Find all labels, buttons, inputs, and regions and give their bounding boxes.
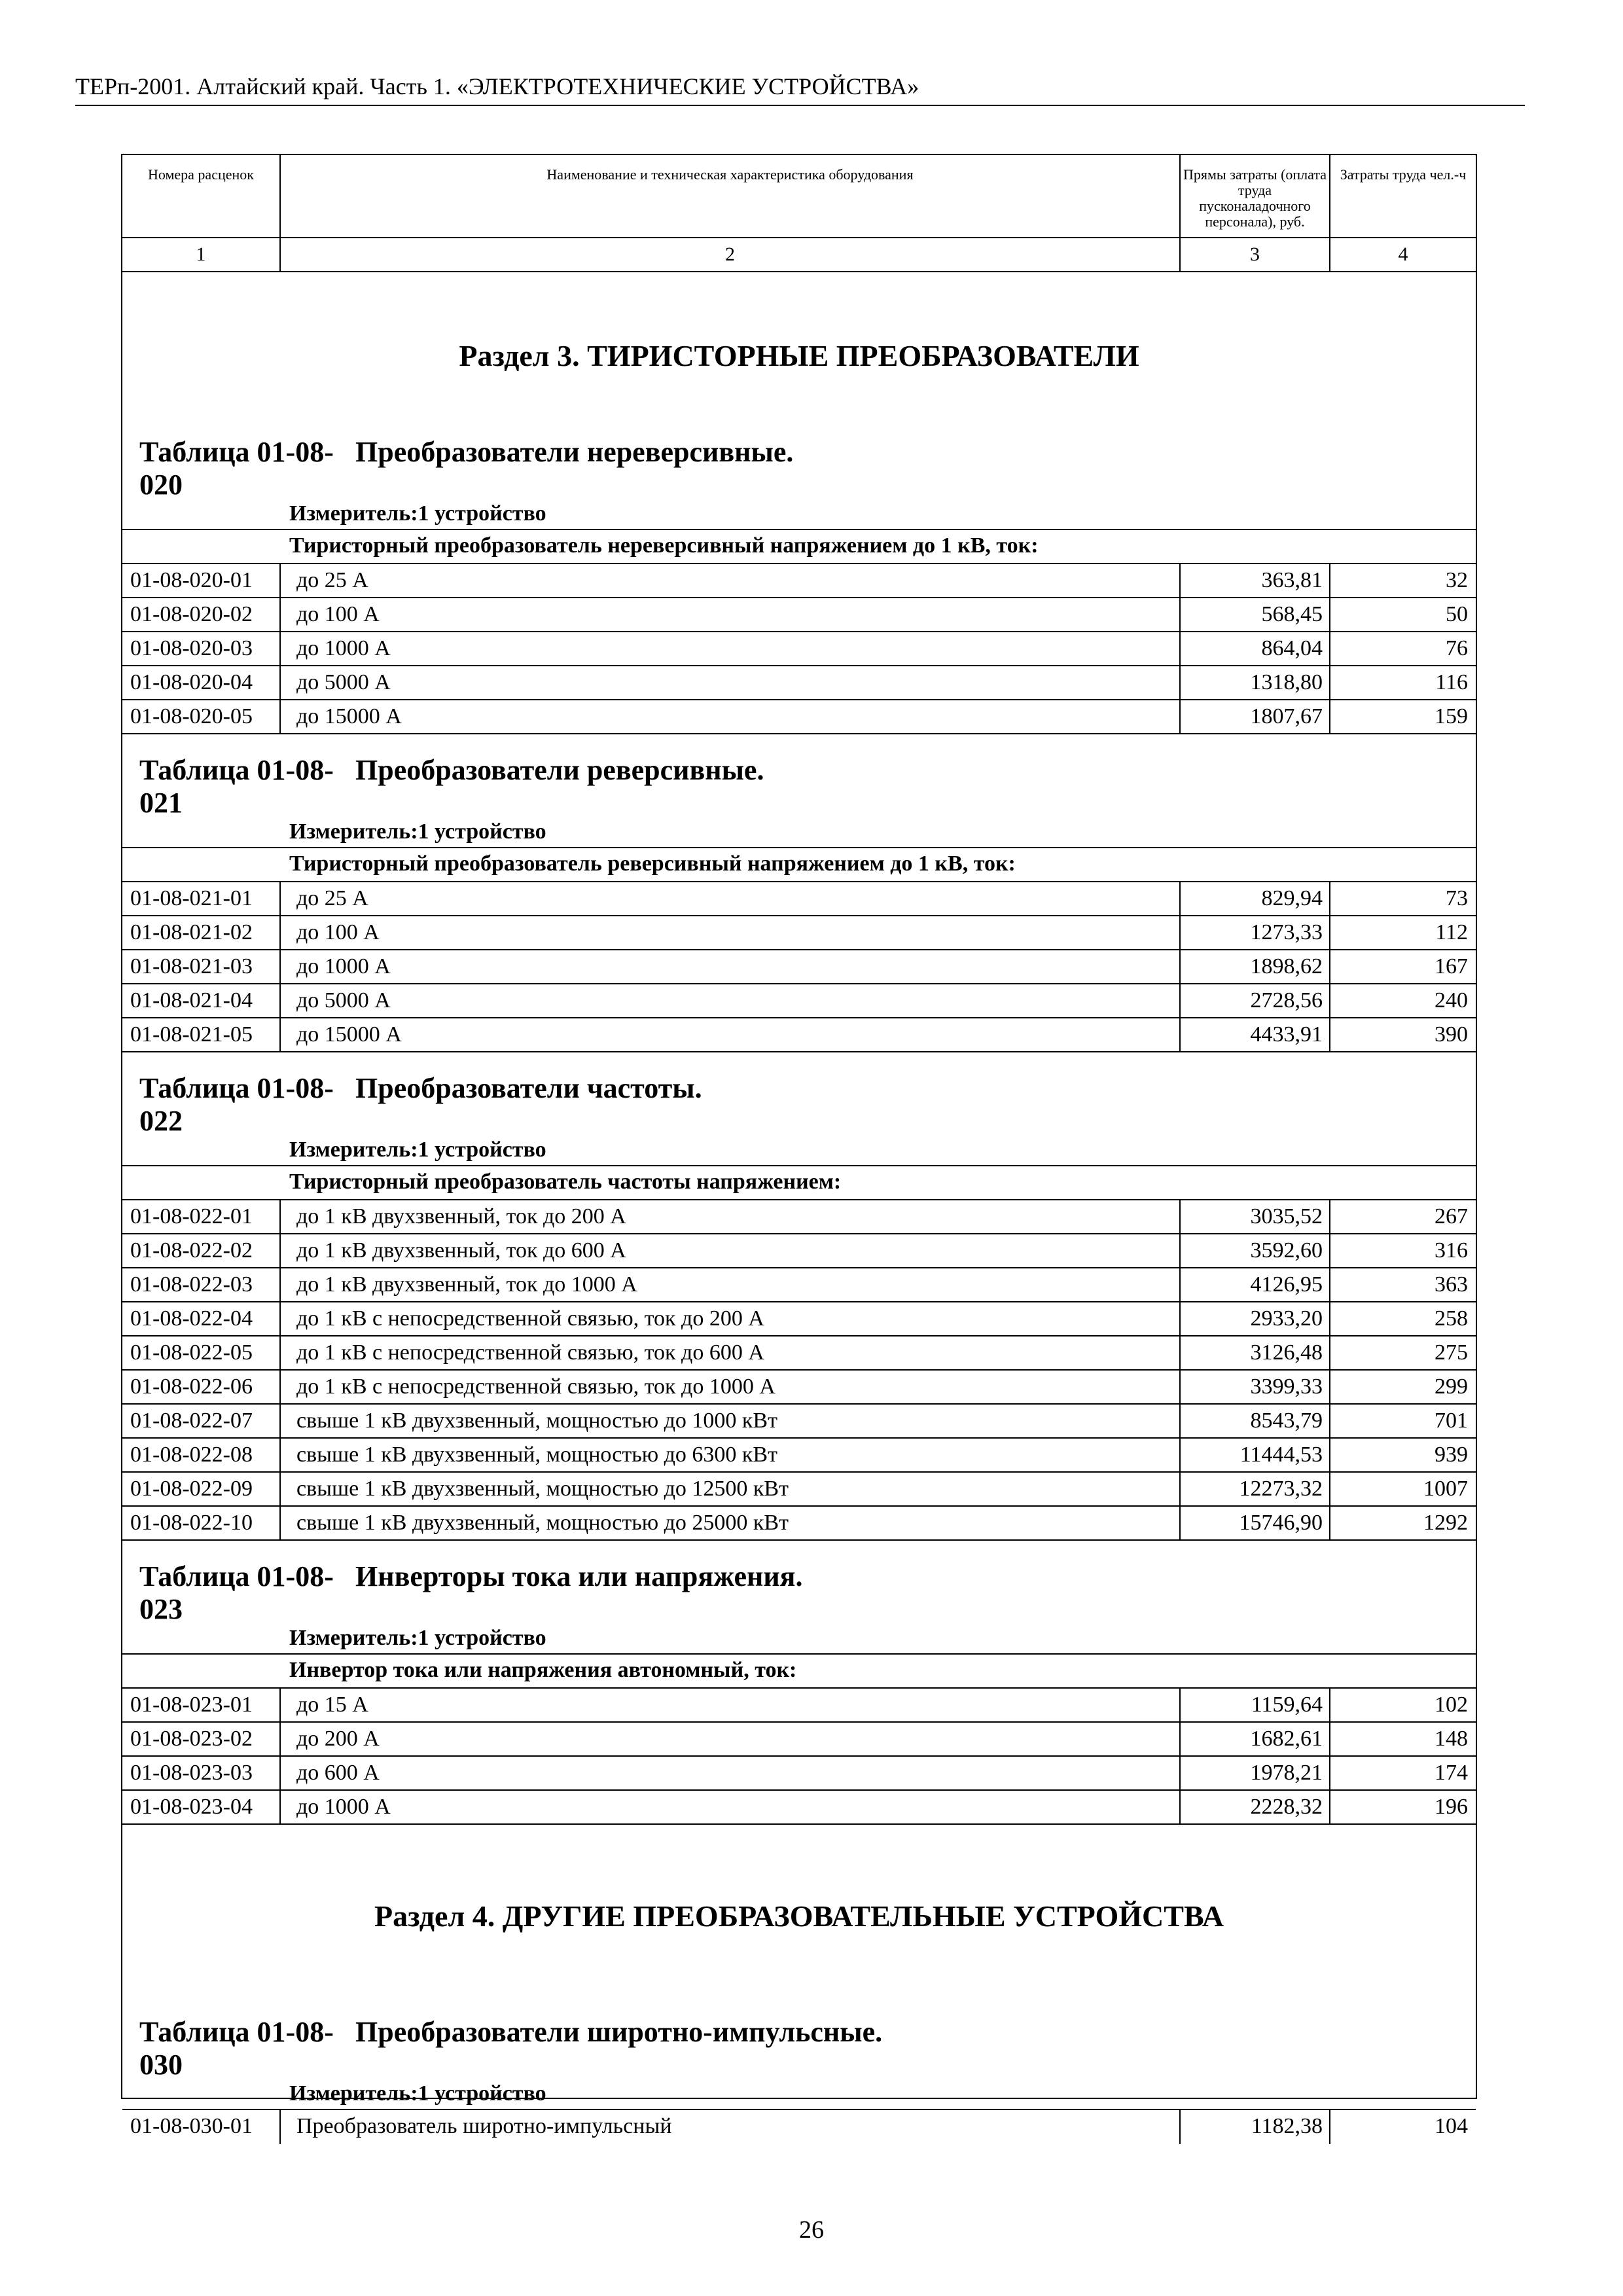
- table-row: [122, 1336, 1476, 1371]
- row-description: до 1 кВ с непосредственной связью, ток до 1000 А: [281, 1371, 1181, 1403]
- row-code: 01-08-030-01: [122, 2110, 281, 2144]
- table-row: [122, 882, 1476, 916]
- col-header-description: Наименование и техническая характеристика оборудования: [281, 155, 1181, 237]
- row-code: 01-08-020-04: [122, 666, 281, 699]
- row-labor: 116: [1435, 670, 1468, 694]
- col-number: 4: [1398, 243, 1408, 265]
- section3-tables: [122, 436, 1476, 1825]
- row-labor: 267: [1435, 1204, 1468, 1229]
- row-labor: 104: [1435, 2114, 1468, 2138]
- section-title: Раздел 3. ТИРИСТОРНЫЕ ПРЕОБРАЗОВАТЕЛИ: [459, 339, 1139, 372]
- table-gap: [122, 1541, 1476, 1560]
- table-number: Таблица 01-08-021: [139, 754, 334, 819]
- table-row: [122, 1757, 1476, 1791]
- page-header: ТЕРп-2001. Алтайский край. Часть 1. «ЭЛЕКТРОТЕХНИЧЕСКИЕ УСТРОЙСТВА»: [75, 73, 919, 99]
- row-labor: 50: [1446, 602, 1468, 626]
- row-cost: 568,45: [1181, 598, 1330, 631]
- table-row: [122, 1371, 1476, 1405]
- table-row: [122, 1439, 1476, 1473]
- row-labor: 939: [1435, 1443, 1468, 1467]
- row-cost: 3126,48: [1181, 1336, 1330, 1369]
- row-code: 01-08-022-01: [122, 1200, 281, 1233]
- row-labor: 275: [1435, 1340, 1468, 1365]
- table-number: Таблица 01-08-023: [139, 1560, 334, 1625]
- row-description: до 1 кВ двухзвенный, ток до 600 А: [281, 1234, 1181, 1267]
- col-number: 1: [122, 238, 281, 271]
- table-row: [122, 916, 1476, 950]
- row-cost: 1182,38: [1181, 2110, 1330, 2144]
- col-header-labor: Затраты труда чел.-ч: [1340, 166, 1467, 183]
- table-row: [122, 598, 1476, 632]
- col-number: 3: [1181, 238, 1330, 271]
- row-code: 01-08-023-04: [122, 1791, 281, 1823]
- row-cost: 1273,33: [1181, 916, 1330, 949]
- table-number: Таблица 01-08-030: [139, 2016, 334, 2081]
- column-numbers: [122, 238, 1476, 272]
- row-cost: 2933,20: [1181, 1302, 1330, 1335]
- row-code: 01-08-020-05: [122, 700, 281, 733]
- table-row: [122, 1234, 1476, 1268]
- table-row: [122, 1507, 1476, 1541]
- table-row: [122, 1268, 1476, 1302]
- row-labor: 240: [1435, 988, 1468, 1013]
- row-labor: 701: [1435, 1408, 1468, 1433]
- row-code: 01-08-021-03: [122, 950, 281, 983]
- row-description: до 1000 А: [281, 632, 1181, 665]
- row-description: свыше 1 кВ двухзвенный, мощностью до 25000 кВт: [281, 1507, 1181, 1539]
- row-description: до 15000 А: [281, 1018, 1181, 1051]
- table-row: [122, 1791, 1476, 1825]
- row-code: 01-08-020-01: [122, 564, 281, 597]
- table-title: [122, 436, 1476, 501]
- table-row: [122, 1723, 1476, 1757]
- row-cost: 8543,79: [1181, 1405, 1330, 1437]
- row-description: до 5000 А: [281, 984, 1181, 1017]
- table-name: Преобразователи частоты.: [355, 1072, 702, 1104]
- row-description: до 15000 А: [281, 700, 1181, 733]
- table-row: [122, 632, 1476, 666]
- row-description: до 25 А: [281, 564, 1181, 597]
- row-code: 01-08-023-01: [122, 1689, 281, 1721]
- col-number: 2: [281, 238, 1181, 271]
- row-code: 01-08-023-02: [122, 1723, 281, 1755]
- row-cost: 864,04: [1181, 632, 1330, 665]
- table-unit: Измеритель:1 устройство: [122, 1626, 1476, 1655]
- table-row: [122, 984, 1476, 1018]
- row-code: 01-08-020-03: [122, 632, 281, 665]
- row-code: 01-08-021-02: [122, 916, 281, 949]
- table-title: [122, 1560, 1476, 1626]
- row-labor: 363: [1435, 1272, 1468, 1297]
- row-description: до 1 кВ двухзвенный, ток до 200 А: [281, 1200, 1181, 1233]
- table-title: [122, 2016, 1476, 2081]
- row-cost: 3592,60: [1181, 1234, 1330, 1267]
- row-cost: 1318,80: [1181, 666, 1330, 699]
- table-number: Таблица 01-08-022: [139, 1072, 334, 1137]
- table-title: [122, 1072, 1476, 1138]
- table-name: Инверторы тока или напряжения.: [355, 1560, 803, 1592]
- table-row: [122, 1018, 1476, 1052]
- row-code: 01-08-022-06: [122, 1371, 281, 1403]
- group-heading: Инвертор тока или напряжения автономный, ток:: [122, 1655, 1476, 1689]
- row-labor: 148: [1435, 1727, 1468, 1751]
- row-cost: 2228,32: [1181, 1791, 1330, 1823]
- row-description: до 1 кВ с непосредственной связью, ток до 600 А: [281, 1336, 1181, 1369]
- table-unit: Измеритель:1 устройство: [122, 819, 1476, 848]
- row-code: 01-08-022-10: [122, 1507, 281, 1539]
- row-labor: 112: [1435, 920, 1468, 944]
- row-labor: 299: [1435, 1374, 1468, 1399]
- table-row: [122, 666, 1476, 700]
- row-code: 01-08-022-08: [122, 1439, 281, 1471]
- row-labor: 174: [1435, 1761, 1468, 1785]
- table-name: Преобразователи нереверсивные.: [355, 436, 794, 468]
- group-heading: Тиристорный преобразователь реверсивный напряжением до 1 кВ, ток:: [122, 848, 1476, 882]
- row-code: 01-08-020-02: [122, 598, 281, 631]
- header-rule: [75, 105, 1525, 106]
- row-description: до 1 кВ с непосредственной связью, ток до 200 А: [281, 1302, 1181, 1335]
- row-description: до 1000 А: [281, 1791, 1181, 1823]
- table-row: [122, 1302, 1476, 1336]
- row-code: 01-08-021-04: [122, 984, 281, 1017]
- row-code: 01-08-022-09: [122, 1473, 281, 1505]
- row-labor: 32: [1446, 568, 1468, 592]
- table-name: Преобразователи реверсивные.: [355, 754, 764, 786]
- table-row: [122, 700, 1476, 734]
- row-code: 01-08-022-02: [122, 1234, 281, 1267]
- row-code: 01-08-021-01: [122, 882, 281, 915]
- row-code: 01-08-023-03: [122, 1757, 281, 1789]
- row-code: 01-08-021-05: [122, 1018, 281, 1051]
- row-labor: 167: [1435, 954, 1468, 978]
- table-row: [122, 950, 1476, 984]
- table-row: [122, 1200, 1476, 1234]
- table-unit: Измеритель:1 устройство: [122, 1138, 1476, 1166]
- table-number: Таблица 01-08-020: [139, 436, 334, 501]
- row-code: 01-08-022-05: [122, 1336, 281, 1369]
- col-header-codes: Номера расценок: [122, 155, 281, 237]
- row-cost: 1682,61: [1181, 1723, 1330, 1755]
- row-cost: 2728,56: [1181, 984, 1330, 1017]
- table-gap: [122, 734, 1476, 754]
- row-cost: 3035,52: [1181, 1200, 1330, 1233]
- row-description: свыше 1 кВ двухзвенный, мощностью до 12500 кВт: [281, 1473, 1181, 1505]
- row-labor: 316: [1435, 1238, 1468, 1263]
- section-title: Раздел 4. ДРУГИЕ ПРЕОБРАЗОВАТЕЛЬНЫЕ УСТРОЙСТВА: [374, 1899, 1224, 1933]
- row-description: до 1000 А: [281, 950, 1181, 983]
- row-labor: 390: [1435, 1022, 1468, 1047]
- row-code: 01-08-022-07: [122, 1405, 281, 1437]
- table-row: [122, 1405, 1476, 1439]
- table-name: Преобразователи широтно-импульсные.: [355, 2016, 883, 2048]
- page-number: 26: [799, 2216, 824, 2244]
- row-description: до 100 А: [281, 598, 1181, 631]
- row-cost: 1978,21: [1181, 1757, 1330, 1789]
- table-row: [122, 2110, 1476, 2144]
- row-labor: 258: [1435, 1306, 1468, 1331]
- column-headers: [122, 155, 1476, 238]
- price-table: [121, 154, 1477, 2138]
- row-cost: 1898,62: [1181, 950, 1330, 983]
- row-description: свыше 1 кВ двухзвенный, мощностью до 6300 кВт: [281, 1439, 1181, 1471]
- row-cost: 11444,53: [1181, 1439, 1330, 1471]
- row-labor: 102: [1435, 1693, 1468, 1717]
- row-cost: 829,94: [1181, 882, 1330, 915]
- row-labor: 196: [1435, 1795, 1468, 1819]
- table-row: [122, 1473, 1476, 1507]
- row-code: 01-08-022-04: [122, 1302, 281, 1335]
- group-heading: Тиристорный преобразователь частоты напряжением:: [122, 1166, 1476, 1200]
- row-cost: 1159,64: [1181, 1689, 1330, 1721]
- table-unit: Измеритель:1 устройство: [122, 2081, 1476, 2110]
- row-description: до 600 А: [281, 1757, 1181, 1789]
- row-cost: 363,81: [1181, 564, 1330, 597]
- row-cost: 12273,32: [1181, 1473, 1330, 1505]
- row-labor: 1292: [1423, 1511, 1468, 1535]
- row-cost: 4433,91: [1181, 1018, 1330, 1051]
- row-description: до 25 А: [281, 882, 1181, 915]
- row-labor: 1007: [1423, 1477, 1468, 1501]
- table-title: [122, 754, 1476, 819]
- col-header-direct-costs: Прямы затраты (оплата труда пусконаладочного персонала), руб.: [1181, 155, 1330, 237]
- row-description: до 1 кВ двухзвенный, ток до 1000 А: [281, 1268, 1181, 1301]
- row-description: до 5000 А: [281, 666, 1181, 699]
- row-labor: 159: [1435, 704, 1468, 728]
- row-labor: 76: [1446, 636, 1468, 660]
- row-description: до 200 А: [281, 1723, 1181, 1755]
- row-description: до 100 А: [281, 916, 1181, 949]
- table-row: [122, 564, 1476, 598]
- row-description: Преобразователь широтно-импульсный: [281, 2110, 1181, 2144]
- table-gap: [122, 1052, 1476, 1072]
- row-description: свыше 1 кВ двухзвенный, мощностью до 1000 кВт: [281, 1405, 1181, 1437]
- row-cost: 1807,67: [1181, 700, 1330, 733]
- row-labor: 73: [1446, 886, 1468, 910]
- row-cost: 4126,95: [1181, 1268, 1330, 1301]
- row-description: до 15 А: [281, 1689, 1181, 1721]
- row-cost: 3399,33: [1181, 1371, 1330, 1403]
- row-code: 01-08-022-03: [122, 1268, 281, 1301]
- table-unit: Измеритель:1 устройство: [122, 501, 1476, 530]
- group-heading: Тиристорный преобразователь нереверсивный напряжением до 1 кВ, ток:: [122, 530, 1476, 564]
- row-cost: 15746,90: [1181, 1507, 1330, 1539]
- table-row: [122, 1689, 1476, 1723]
